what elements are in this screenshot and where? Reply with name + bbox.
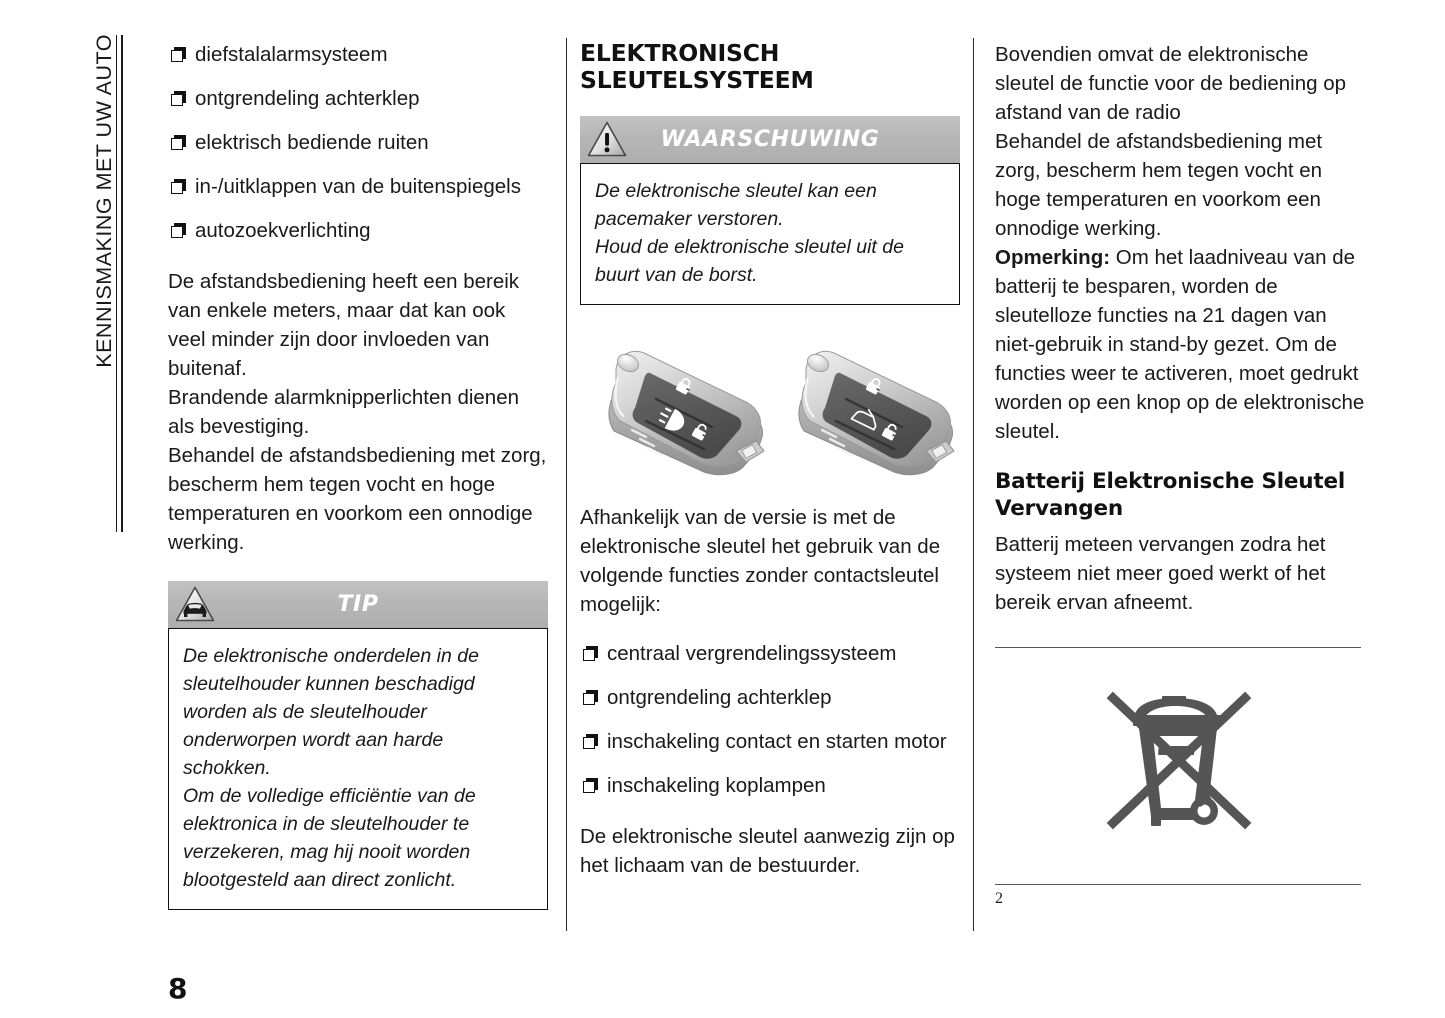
paragraph: Brandende alarmknipperlichten dienen als bevestiging. [168, 386, 520, 438]
cube-bullet-icon [171, 223, 183, 235]
list-item [168, 84, 548, 113]
tip-callout-label: TIP [337, 592, 379, 617]
car-in-triangle-icon [174, 585, 216, 624]
cube-bullet-icon [583, 646, 595, 658]
list-item [580, 639, 960, 668]
running-head-rule-inner [116, 35, 117, 532]
cube-bullet-icon [583, 690, 595, 702]
list-item-label: autozoekverlichting [195, 219, 371, 242]
list-item [168, 216, 548, 245]
crossed-out-wheelie-bin-figure [1105, 684, 1255, 844]
tip-callout-header [168, 581, 548, 628]
column-divider-right [973, 38, 974, 931]
cube-bullet-icon [583, 778, 595, 790]
note-paragraph [995, 243, 1365, 446]
subsection-heading: Batterij Elektronische Sleutel Vervangen [995, 469, 1346, 521]
tip-callout [168, 581, 548, 910]
warning-paragraph: De elektronische sleutel kan een pacemaker verstoren. [595, 180, 877, 230]
warning-paragraph: Houd de elektronische sleutel uit de buurt van de borst. [595, 236, 904, 286]
paragraph: Behandel de afstandsbediening met zorg, bescherm hem tegen vocht en hoge temperaturen en voorkom een onnodige werking. [995, 130, 1323, 240]
list-item [580, 683, 960, 712]
cube-bullet-icon [171, 47, 183, 59]
section-heading: ELEKTRONISCH SLEUTELSYSTEEM [580, 39, 814, 94]
running-head-label: KENNISMAKING MET UW AUTO [91, 34, 116, 368]
left-column [168, 40, 548, 910]
tip-callout-body [168, 628, 548, 910]
list-item-label: inschakeling koplampen [607, 774, 826, 797]
list-item-label: centraal vergrendelingssysteem [607, 642, 897, 665]
tip-paragraph: Om de volledige efficiëntie van de elektronica in de sleutelhouder te verzekeren, mag hij nooit worden blootgesteld aan direct zonlicht. [183, 785, 476, 891]
electronic-key-fobs-figure [580, 327, 960, 485]
list-item-label: diefstalalarmsysteem [195, 43, 388, 66]
list-item-label: in-/uitklappen van de buitenspiegels [195, 175, 521, 198]
paragraph: Afhankelijk van de versie is met de elektronische sleutel het gebruik van de volgende functies zonder contactsleutel mogelijk: [580, 506, 941, 616]
list-item [168, 128, 548, 157]
right-column [995, 40, 1365, 910]
running-head-rule-outer [121, 35, 123, 532]
middle-column [580, 40, 960, 880]
footnote-rule-top [995, 647, 1361, 648]
list-item [168, 40, 548, 69]
tip-paragraph: De elektronische onderdelen in de sleutelhouder kunnen beschadigd worden als de sleutelhouder onderworpen wordt aan harde schokken. [183, 645, 479, 779]
list-item [580, 771, 960, 800]
warning-callout [580, 116, 960, 305]
warning-callout-header [580, 116, 960, 163]
note-body-text: Om het laadniveau van de batterij te besparen, worden de sleutelloze functies na 21 dagen van niet-gebruik in stand-by gezet. Om de functies weer te activeren, moet gedrukt worden op een knop op de elektronische sleutel. [995, 246, 1365, 443]
list-item [580, 727, 960, 756]
footnote-rule-bottom [995, 884, 1361, 885]
running-head [78, 32, 130, 532]
paragraph: Bovendien omvat de elektronische sleutel de functie voor de bediening op afstand van de radio [995, 43, 1347, 124]
page-number: 8 [168, 972, 188, 1005]
paragraph: De afstandsbediening heeft een bereik van enkele meters, maar dat kan ook veel minder zijn door invloeden van buitenaf. [168, 270, 520, 380]
list-item-label: ontgrendeling achterklep [607, 686, 832, 709]
middle-feature-list [580, 639, 960, 800]
list-item-label: inschakeling contact en starten motor [607, 730, 947, 753]
warning-triangle-icon [586, 120, 628, 159]
list-item [168, 172, 548, 201]
paragraph: De elektronische sleutel aanwezig zijn op het lichaam van de bestuurder. [580, 825, 955, 877]
cube-bullet-icon [583, 734, 595, 746]
left-feature-list [168, 40, 548, 245]
column-divider-left [566, 38, 567, 931]
paragraph: Behandel de afstandsbediening met zorg, bescherm hem tegen vocht en hoge temperaturen en voorkom een onnodige werking. [168, 444, 547, 554]
list-item-label: elektrisch bediende ruiten [195, 131, 429, 154]
list-item-label: ontgrendeling achterklep [195, 87, 420, 110]
footnote-number: 2 [995, 890, 1003, 908]
cube-bullet-icon [171, 135, 183, 147]
paragraph: Batterij meteen vervangen zodra het systeem niet meer goed werkt of het bereik ervan afneemt. [995, 533, 1326, 614]
cube-bullet-icon [171, 179, 183, 191]
warning-callout-body [580, 163, 960, 305]
cube-bullet-icon [171, 91, 183, 103]
warning-callout-label: WAARSCHUWING [660, 127, 880, 152]
note-lead-label: Opmerking: [995, 246, 1111, 269]
